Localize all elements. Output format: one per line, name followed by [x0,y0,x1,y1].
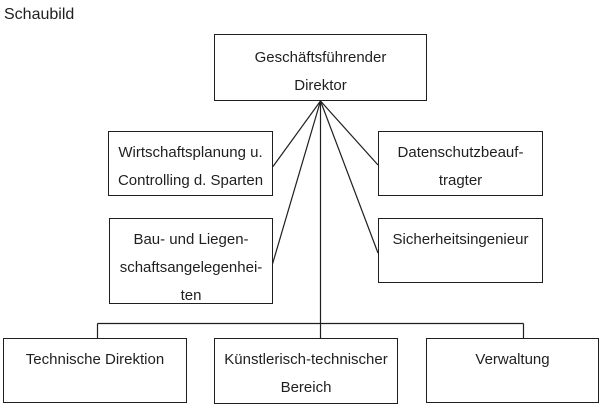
node-label-line: Künstlerisch-technischer [224,351,388,368]
node-geschaeftsfuehrender-direktor [214,34,427,101]
node-label-line: Verwaltung [475,351,550,368]
node-label-line: ten [180,287,202,304]
node-label-line: Controlling d. Sparten [117,172,264,189]
edge-direktor-wirtschaft [273,101,321,167]
node-label-line: Bau- und Liegen- [133,231,249,248]
edge-direktor-bau [273,101,321,264]
node-kuenstlerisch-technischer-bereich [214,338,398,404]
node-label-line: Direktor [294,77,347,94]
node-label-line: Bereich [280,379,332,396]
node-label-line: tragter [438,172,483,189]
node-bau-und-liegenschaftsangelegenheiten [109,218,273,304]
page-title: Schaubild [4,6,75,23]
node-label-line: schaftsangelegenhei- [119,259,263,276]
node-label-line: Technische Direktion [25,351,165,368]
node-label-line: Datenschutzbeauf- [397,144,524,161]
node-technische-direktion [3,338,187,403]
node-label-line: Geschäftsführender [254,49,387,66]
node-label-line: Wirtschaftsplanung u. [118,144,263,161]
node-label-line: Sicherheitsingenieur [392,231,529,248]
edge-direktor-datenschutz [321,101,379,165]
node-datenschutzbeauftragter [378,131,543,196]
edge-direktor-sicherheit [321,101,379,253]
node-verwaltung [426,338,599,403]
node-wirtschaftsplanung-controlling [108,131,273,196]
node-sicherheitsingenieur [378,218,543,283]
